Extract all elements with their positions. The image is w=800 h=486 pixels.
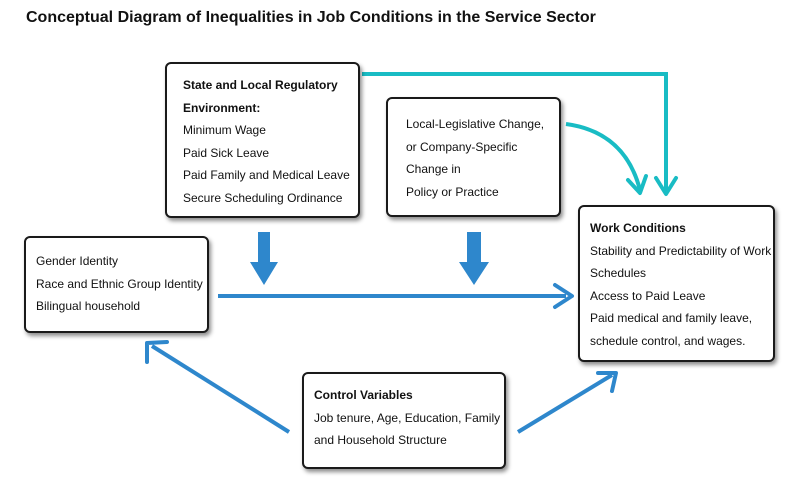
policy-change-box: [386, 97, 561, 217]
regulatory-item: Secure Scheduling Ordinance: [183, 190, 343, 205]
arrow-control-to-work: [518, 375, 612, 432]
policy-change-line: Policy or Practice: [406, 184, 499, 199]
regulatory-item: Paid Sick Leave: [183, 145, 270, 160]
policy-change-line: Change in: [406, 162, 461, 176]
regulatory-heading: Environment:: [183, 100, 261, 115]
work-conditions-line: Access to Paid Leave: [590, 288, 706, 303]
arrow-regulatory-down: [250, 232, 278, 285]
regulatory-environment-box: [165, 62, 360, 218]
work-conditions-line: Stability and Predictability of Work: [590, 243, 772, 258]
identity-line: Bilingual household: [36, 299, 141, 313]
work-conditions-line: schedule control, and wages.: [590, 333, 746, 348]
control-variables-box: [302, 372, 506, 469]
work-conditions-line: Schedules: [590, 266, 647, 280]
regulatory-item: Paid Family and Medical Leave: [183, 168, 350, 182]
control-variables-heading: Control Variables: [314, 388, 413, 402]
identity-box: [24, 236, 209, 333]
arrow-control-to-identity: [152, 346, 289, 432]
regulatory-heading: State and Local Regulatory: [183, 78, 338, 92]
arrow-change-down: [459, 232, 489, 285]
policy-change-line: or Company-Specific: [406, 139, 518, 154]
regulatory-item: Minimum Wage: [183, 123, 266, 137]
control-variables-line: Job tenure, Age, Education, Family: [314, 410, 501, 425]
work-conditions-heading: Work Conditions: [590, 221, 686, 235]
work-conditions-line: Paid medical and family leave,: [590, 311, 753, 325]
identity-line: Race and Ethnic Group Identity: [36, 276, 203, 291]
identity-line: Gender Identity: [36, 254, 119, 268]
diagram-title: Conceptual Diagram of Inequalities in Job Conditions in the Service Sector: [26, 9, 596, 26]
work-conditions-box: [578, 205, 775, 362]
policy-change-line: Local-Legislative Change,: [406, 117, 545, 131]
control-variables-line: and Household Structure: [314, 433, 447, 447]
